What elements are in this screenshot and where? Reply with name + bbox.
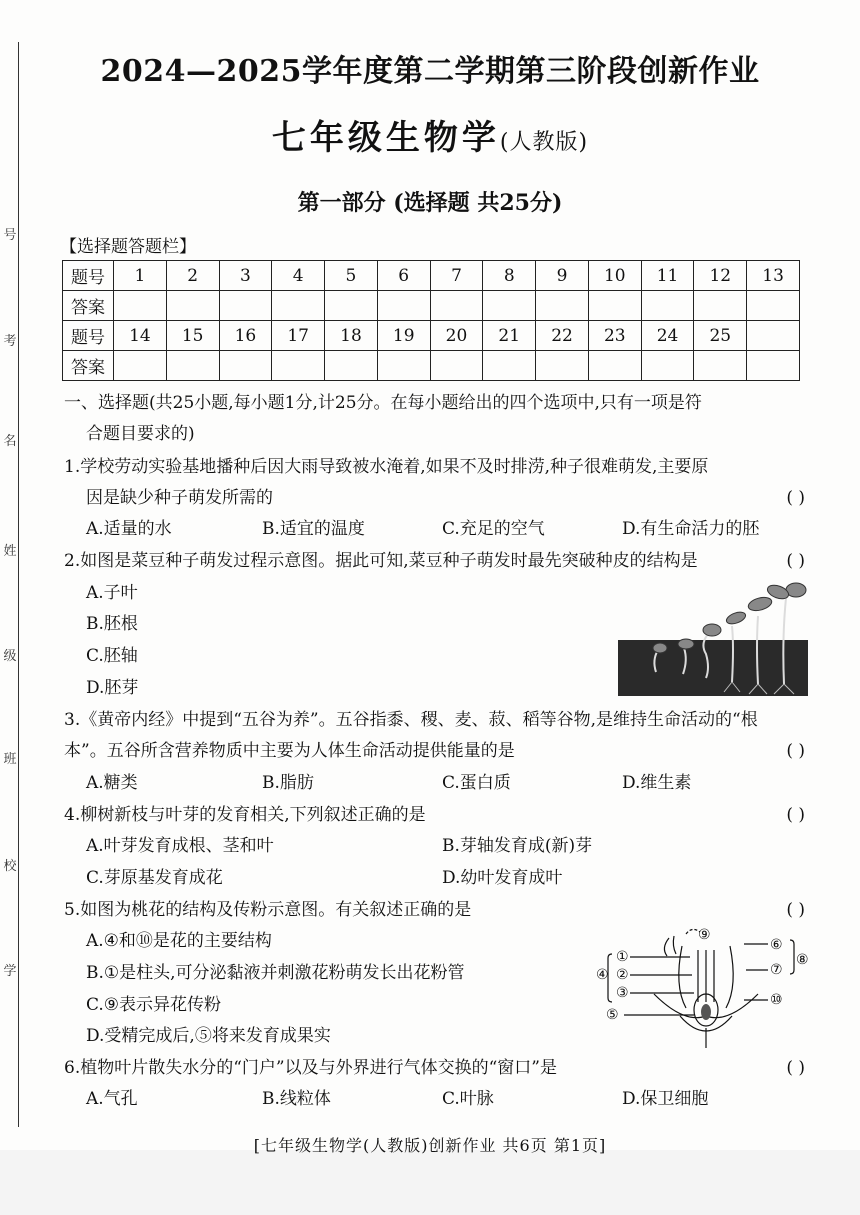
question-1-option-c[interactable]: C.充足的空气 — [442, 519, 545, 539]
answer-parenthesis[interactable]: ( ) — [786, 900, 805, 920]
answer-cell[interactable] — [430, 351, 483, 381]
table-cell: 10 — [588, 261, 641, 291]
soil-band — [618, 640, 808, 696]
answer-cell[interactable] — [377, 291, 430, 321]
subject-title — [0, 110, 860, 159]
table-cell-answer-label: 答案 — [63, 351, 114, 381]
label-9: ⑨ — [698, 927, 711, 943]
answer-table — [62, 260, 800, 381]
answer-cell[interactable] — [747, 291, 800, 321]
table-cell: 12 — [694, 261, 747, 291]
answer-cell[interactable] — [325, 351, 378, 381]
question-2-option-b[interactable]: B.胚根 — [86, 614, 138, 634]
label-4: ④ — [596, 967, 609, 983]
question-3-option-b[interactable]: B.脂肪 — [262, 773, 314, 793]
table-cell: 23 — [588, 321, 641, 351]
instructions-line-2: 合题目要求的) — [86, 424, 195, 444]
table-cell: 2 — [166, 261, 219, 291]
question-2 — [64, 546, 809, 577]
section-title: 第一部分 (选择题 共25分) — [297, 190, 563, 216]
answer-cell[interactable] — [588, 291, 641, 321]
question-6-option-c[interactable]: C.叶脉 — [442, 1089, 494, 1109]
binding-label-banji-2: 班 — [3, 752, 17, 767]
question-4-option-c[interactable]: C.芽原基发育成花 — [86, 868, 223, 888]
answer-cell[interactable] — [536, 291, 589, 321]
question-2-option-d[interactable]: D.胚芽 — [86, 678, 139, 698]
answer-cell[interactable] — [747, 351, 800, 381]
answer-cell[interactable] — [114, 291, 167, 321]
question-6 — [64, 1053, 809, 1084]
label-10: ⑩ — [770, 992, 783, 1008]
binding-label-xuexiao-2: 学 — [3, 964, 17, 979]
table-row — [63, 291, 800, 321]
question-3-stem-2: 本”。五谷所含营养物质中主要为人体生命活动提供能量的是 — [64, 741, 515, 761]
answer-table-title: 【选择题答题栏】 — [60, 237, 196, 257]
table-cell: 20 — [430, 321, 483, 351]
answer-parenthesis[interactable]: ( ) — [786, 488, 805, 508]
answer-cell[interactable] — [219, 351, 272, 381]
answer-cell[interactable] — [272, 351, 325, 381]
answer-cell[interactable] — [536, 351, 589, 381]
question-3-option-a[interactable]: A.糖类 — [86, 773, 138, 793]
table-cell: 3 — [219, 261, 272, 291]
question-4-option-a[interactable]: A.叶芽发育成根、茎和叶 — [86, 836, 274, 856]
table-row — [63, 351, 800, 381]
table-cell: 1 — [114, 261, 167, 291]
question-2-option-c[interactable]: C.胚轴 — [86, 646, 138, 666]
table-cell: 4 — [272, 261, 325, 291]
binding-label-kaohao-2: 考 — [3, 334, 17, 349]
peach-flower-figure — [594, 924, 814, 1052]
question-6-stem-1: 6.植物叶片散失水分的“门户”以及与外界进行气体交换的“窗口”是 — [64, 1058, 557, 1078]
question-5-option-d[interactable]: D.受精完成后,⑤将来发育成果实 — [86, 1026, 331, 1046]
answer-cell[interactable] — [641, 291, 694, 321]
table-cell: 18 — [325, 321, 378, 351]
question-3-stem-1: 3.《黄帝内经》中提到“五谷为养”。五谷指黍、稷、麦、菽、稻等谷物,是维持生命活动的“根 — [64, 710, 758, 730]
ovule — [701, 1004, 711, 1020]
label-5: ⑤ — [606, 1007, 619, 1023]
table-cell: 7 — [430, 261, 483, 291]
answer-cell[interactable] — [166, 351, 219, 381]
answer-parenthesis[interactable]: ( ) — [786, 805, 805, 825]
answer-cell[interactable] — [219, 291, 272, 321]
label-3: ③ — [616, 985, 629, 1001]
table-cell: 11 — [641, 261, 694, 291]
table-cell: 17 — [272, 321, 325, 351]
table-cell — [747, 321, 800, 351]
question-2-stem-1: 2.如图是菜豆种子萌发过程示意图。据此可知,菜豆种子萌发时最先突破种皮的结构是 — [64, 551, 698, 571]
answer-cell[interactable] — [483, 291, 536, 321]
label-2: ② — [616, 967, 629, 983]
question-4-option-d[interactable]: D.幼叶发育成叶 — [442, 868, 563, 888]
binding-label-xingming-2: 姓 — [3, 544, 17, 559]
question-1-option-a[interactable]: A.适量的水 — [86, 519, 172, 539]
subject-name: 七年级生物学 — [271, 118, 500, 158]
binding-label-kaohao-1: 号 — [3, 228, 17, 243]
question-5 — [64, 895, 809, 926]
table-row — [63, 261, 800, 291]
table-cell: 16 — [219, 321, 272, 351]
table-cell: 8 — [483, 261, 536, 291]
question-4-option-b[interactable]: B.芽轴发育成(新)芽 — [442, 836, 593, 856]
question-1-option-d[interactable]: D.有生命活力的胚 — [622, 519, 760, 539]
answer-parenthesis[interactable]: ( ) — [786, 1058, 805, 1078]
answer-cell[interactable] — [377, 351, 430, 381]
label-8: ⑧ — [796, 952, 809, 968]
answer-cell[interactable] — [114, 351, 167, 381]
table-cell: 22 — [536, 321, 589, 351]
table-cell: 13 — [747, 261, 800, 291]
binding-label-xuexiao-1: 校 — [3, 859, 17, 874]
table-row — [63, 321, 800, 351]
table-cell-answer-label: 答案 — [63, 291, 114, 321]
question-5-option-b[interactable]: B.①是柱头,可分泌黏液并刺激花粉萌发长出花粉管 — [86, 963, 465, 983]
question-5-stem-1: 5.如图为桃花的结构及传粉示意图。有关叙述正确的是 — [64, 900, 472, 920]
table-cell: 21 — [483, 321, 536, 351]
question-1 — [64, 452, 809, 514]
question-4-stem-1: 4.柳树新枝与叶芽的发育相关,下列叙述正确的是 — [64, 805, 426, 825]
question-2-option-a[interactable]: A.子叶 — [86, 583, 138, 603]
table-cell: 25 — [694, 321, 747, 351]
instructions-line-1: 一、选择题(共25小题,每小题1分,计25分。在每小题给出的四个选项中,只有一项是符 — [64, 393, 702, 413]
answer-parenthesis[interactable]: ( ) — [786, 551, 805, 571]
answer-cell[interactable] — [166, 291, 219, 321]
question-5-option-a[interactable]: A.④和⑩是花的主要结构 — [86, 931, 272, 951]
question-6-option-d[interactable]: D.保卫细胞 — [622, 1089, 709, 1109]
table-cell: 24 — [641, 321, 694, 351]
answer-cell[interactable] — [588, 351, 641, 381]
scan-bottom-band — [0, 1150, 860, 1215]
question-3 — [64, 705, 809, 767]
question-4 — [64, 800, 809, 831]
flower-outline — [608, 929, 794, 1048]
section-instructions — [64, 388, 809, 450]
table-cell: 14 — [114, 321, 167, 351]
label-7: ⑦ — [770, 962, 783, 978]
answer-cell[interactable] — [641, 351, 694, 381]
answer-cell[interactable] — [694, 351, 747, 381]
label-6: ⑥ — [770, 937, 783, 953]
table-cell-number-label: 题号 — [63, 261, 114, 291]
table-cell: 6 — [377, 261, 430, 291]
question-3-option-d[interactable]: D.维生素 — [622, 773, 692, 793]
table-cell-number-label: 题号 — [63, 321, 114, 351]
answer-cell[interactable] — [430, 291, 483, 321]
question-6-option-a[interactable]: A.气孔 — [86, 1089, 138, 1109]
answer-cell[interactable] — [694, 291, 747, 321]
table-cell: 19 — [377, 321, 430, 351]
binding-label-banji-1: 级 — [3, 649, 17, 664]
label-1: ① — [616, 949, 629, 965]
question-3-option-c[interactable]: C.蛋白质 — [442, 773, 511, 793]
table-cell: 9 — [536, 261, 589, 291]
question-6-option-b[interactable]: B.线粒体 — [262, 1089, 331, 1109]
table-cell: 5 — [325, 261, 378, 291]
question-5-option-c[interactable]: C.⑨表示异花传粉 — [86, 995, 222, 1015]
bean-germination-figure — [618, 578, 808, 696]
answer-parenthesis[interactable]: ( ) — [786, 741, 805, 761]
edition-label: (人教版) — [499, 130, 589, 155]
question-1-stem-1: 1.学校劳动实验基地播种后因大雨导致被水淹着,如果不及时排涝,种子很难萌发,主要原 — [64, 457, 709, 477]
page-footer: [七年级生物学(人教版)创新作业 共6页 第1页] — [253, 1136, 607, 1155]
question-1-stem-2: 因是缺少种子萌发所需的 — [86, 488, 273, 508]
answer-cell[interactable] — [272, 291, 325, 321]
answer-cell[interactable] — [325, 291, 378, 321]
table-cell: 15 — [166, 321, 219, 351]
exam-title: 2024—2025学年度第二学期第三阶段创新作业 — [100, 54, 760, 89]
answer-cell[interactable] — [483, 351, 536, 381]
binding-label-xingming-1: 名 — [3, 434, 17, 449]
question-1-option-b[interactable]: B.适宜的温度 — [262, 519, 365, 539]
